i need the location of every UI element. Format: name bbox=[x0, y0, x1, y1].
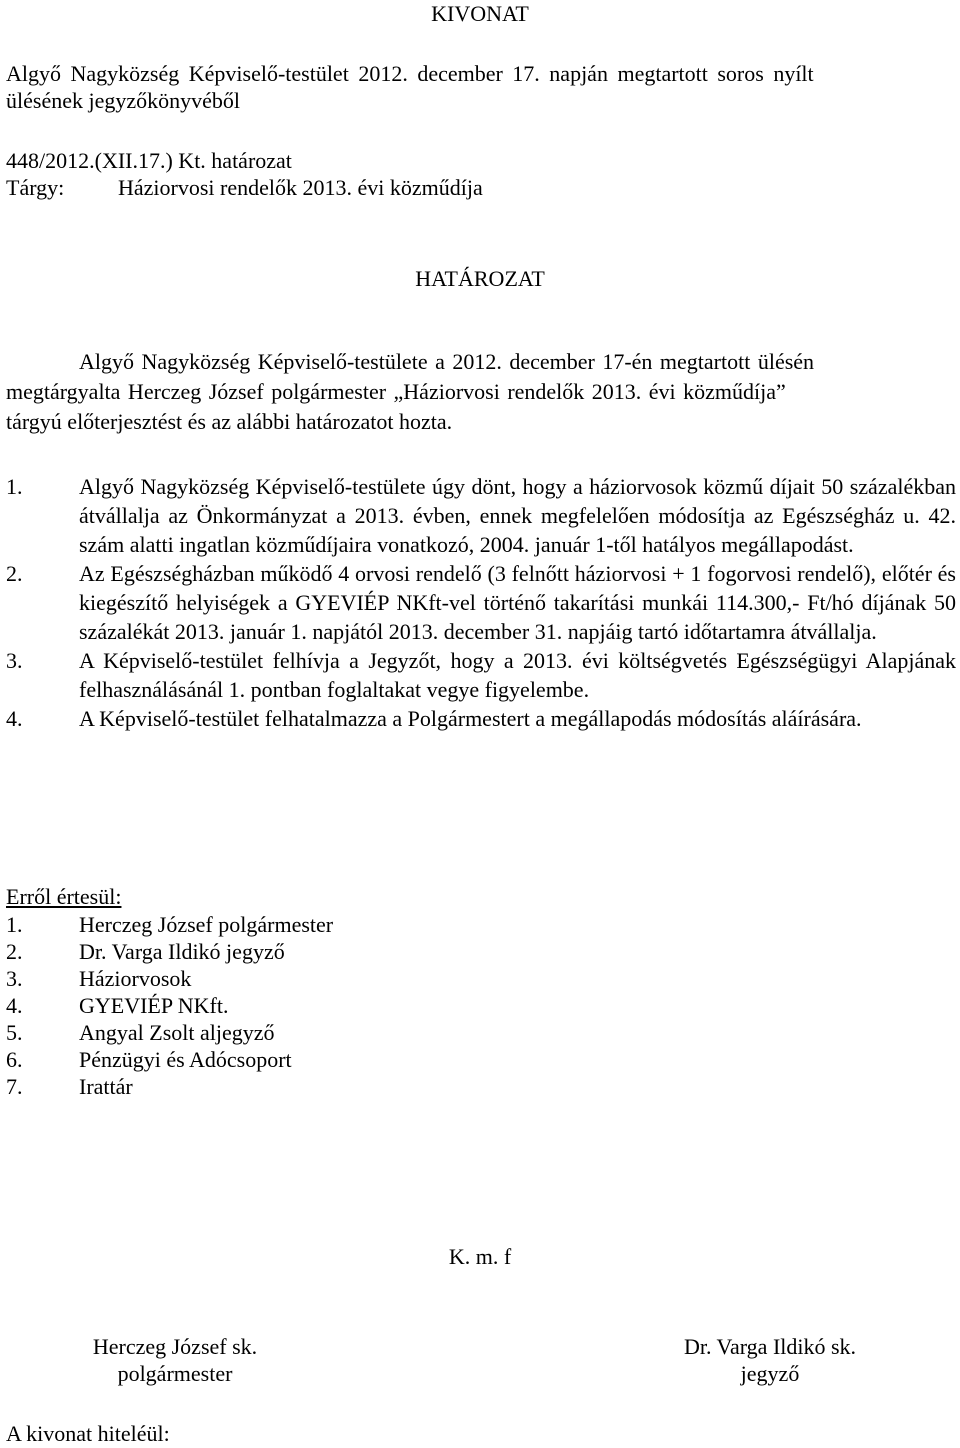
notify-item bbox=[6, 1073, 333, 1100]
decision-item bbox=[6, 559, 956, 646]
subject-row bbox=[6, 174, 956, 201]
notify-item bbox=[6, 911, 333, 938]
intro-line-1: Algyő Nagyközség Képviselő-testület 2012. december 17. napján megtartott soros nyílt bbox=[6, 61, 814, 86]
notify-item bbox=[6, 965, 333, 992]
decision-number: 4. bbox=[6, 706, 23, 731]
notify-item bbox=[6, 992, 333, 1019]
notify-text: Pénzügyi és Adócsoport bbox=[79, 1047, 292, 1072]
subject-value: Háziorvosi rendelők 2013. évi közműdíja bbox=[118, 175, 483, 200]
notify-number: 4. bbox=[6, 993, 23, 1018]
notify-text: Háziorvosok bbox=[79, 966, 192, 991]
notify-list bbox=[6, 911, 333, 1100]
subject-label: Tárgy: bbox=[6, 175, 65, 200]
decision-number: 2. bbox=[6, 561, 23, 586]
section-heading: HATÁROZAT bbox=[415, 266, 545, 291]
signatory-right-name: Dr. Varga Ildikó sk. bbox=[683, 1334, 857, 1359]
decision-text: Algyő Nagyközség Képviselő-testülete úgy dönt, hogy a háziorvosok közmű díjait 50 százalékban átvállalja az Önkormányzat a 2013. évben, ennek megfelelően módosítja az Egészségház u. 42. szám alatti ingatlan közműdíjaira vonatkozó, 2004. január 1-től hatályos megállapodást. bbox=[79, 474, 956, 557]
kmf-label: K. m. f bbox=[448, 1244, 512, 1269]
notify-text: Irattár bbox=[79, 1074, 133, 1099]
notify-text: GYEVIÉP NKft. bbox=[79, 993, 229, 1018]
signatory-left-role: polgármester bbox=[117, 1361, 233, 1386]
signatory-right-role: jegyző bbox=[740, 1361, 800, 1386]
notify-number: 2. bbox=[6, 939, 23, 964]
signature-left bbox=[60, 1333, 290, 1387]
preamble-line-3: tárgyú előterjesztést és az alábbi határozatot hozta. bbox=[6, 409, 453, 434]
intro-line-2: ülésének jegyzőkönyvéből bbox=[6, 88, 240, 113]
notify-item bbox=[6, 938, 333, 965]
notify-text: Angyal Zsolt aljegyző bbox=[79, 1020, 275, 1045]
decision-text: A Képviselő-testület felhívja a Jegyzőt, hogy a 2013. évi költségvetés Egészségügyi Alapjának felhasználásánál 1. pontban foglaltakat vegye figyelembe. bbox=[79, 648, 956, 702]
preamble-line-1: Algyő Nagyközség Képviselő-testülete a 2012. december 17-én megtartott ülésén bbox=[79, 349, 815, 374]
resolution-number: 448/2012.(XII.17.) Kt. határozat bbox=[6, 148, 292, 173]
notify-text: Herczeg József polgármester bbox=[79, 912, 334, 937]
decision-text: Az Egészségházban működő 4 orvosi rendelő (3 felnőtt háziorvosi + 1 fogorvosi rendelő), előtér és kiegészítő helyiségek a GYEVIÉP NKft-vel történő takarítási munkái 114.300,- Ft/hó díjának 50 százalékát 2013. január 1. napjától 2013. december 31. napjáig tartó időtartamra átvállalja. bbox=[79, 561, 956, 644]
preamble bbox=[6, 347, 956, 437]
certification-label: A kivonat hiteléül: bbox=[6, 1421, 170, 1446]
decision-number: 3. bbox=[6, 648, 23, 673]
signature-right bbox=[660, 1333, 880, 1387]
preamble-line-2: megtárgyalta Herczeg József polgármester „Háziorvosi rendelők 2013. évi közműdíja” bbox=[6, 379, 786, 404]
intro-text bbox=[6, 60, 956, 114]
decision-item bbox=[6, 646, 956, 704]
document-title: KIVONAT bbox=[431, 1, 529, 26]
notify-item bbox=[6, 1019, 333, 1046]
notify-text: Dr. Varga Ildikó jegyző bbox=[79, 939, 285, 964]
signatory-left-name: Herczeg József sk. bbox=[92, 1334, 258, 1359]
notify-item bbox=[6, 1046, 333, 1073]
notify-number: 7. bbox=[6, 1074, 23, 1099]
decision-item bbox=[6, 704, 956, 733]
decision-item bbox=[6, 472, 956, 559]
notify-number: 5. bbox=[6, 1020, 23, 1045]
decision-number: 1. bbox=[6, 474, 23, 499]
decision-list bbox=[6, 472, 956, 733]
notify-number: 6. bbox=[6, 1047, 23, 1072]
notify-heading: Erről értesül: bbox=[6, 884, 122, 909]
resolution-header bbox=[6, 147, 956, 201]
notify-number: 3. bbox=[6, 966, 23, 991]
decision-text: A Képviselő-testület felhatalmazza a Polgármestert a megállapodás módosítás aláírására. bbox=[79, 706, 862, 731]
notify-number: 1. bbox=[6, 912, 23, 937]
